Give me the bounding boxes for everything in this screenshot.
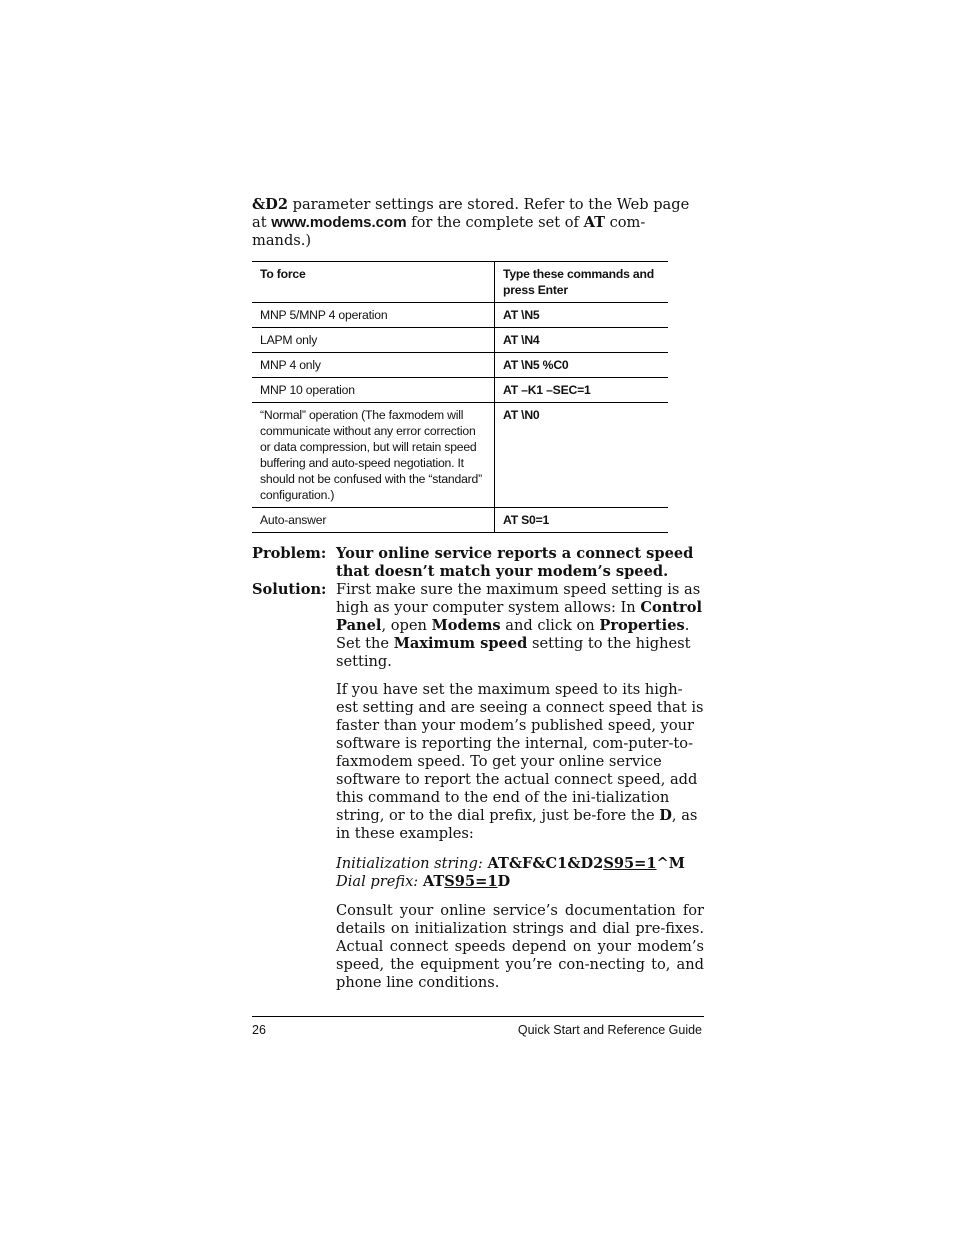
dial-prefix-label: Dial prefix: xyxy=(336,873,419,890)
table-row xyxy=(252,303,668,328)
properties-term: Properties xyxy=(599,617,685,634)
solution-text: and click on xyxy=(500,617,600,634)
table-row xyxy=(252,403,668,508)
row-command: AT \N0 xyxy=(495,403,669,508)
solution-paragraph-1 xyxy=(336,581,704,671)
row-command: AT –K1 –SEC=1 xyxy=(495,378,669,403)
init-string-prefix: AT&F&C1&D2 xyxy=(487,855,604,872)
command-table xyxy=(252,261,668,533)
header-commands: Type these commands and press Enter xyxy=(495,262,669,303)
row-mode: Auto-answer xyxy=(252,508,495,533)
dial-prefix-prefix: AT xyxy=(422,873,445,890)
intro-text-1: parameter settings are stored. Refer to the Web page at xyxy=(252,196,690,231)
intro-paragraph xyxy=(252,196,704,250)
table-row xyxy=(252,353,668,378)
solution-label: Solution: xyxy=(252,581,327,598)
row-command: AT \N5 xyxy=(495,303,669,328)
row-mode: “Normal” operation (The faxmodem will communicate without any error correction or data compression, but will retain speed buffering and auto-speed negotiation. It should not be confused with the “standard” configuration.) xyxy=(252,403,495,508)
table-header-row xyxy=(252,262,668,303)
solution-text: , as in these examples: xyxy=(336,807,698,842)
init-string-label: Initialization string: xyxy=(336,855,483,872)
init-string-register: S95=1 xyxy=(603,855,657,872)
row-mode: MNP 4 only xyxy=(252,353,495,378)
dial-prefix-example xyxy=(336,873,704,891)
row-mode: MNP 10 operation xyxy=(252,378,495,403)
footer-rule xyxy=(252,1016,704,1017)
solution-paragraph-2 xyxy=(336,681,704,843)
solution-paragraph-3: Consult your online service’s documentation for details on initialization strings and dial pre-fixes. Actual connect speeds depend on your modem’s speed, the equipment you’re con-necting to, and phone line conditions. xyxy=(336,902,704,991)
solution-text: If you have set the maximum speed to its high-est setting and are seeing a connect speed that is faster than your modem’s published speed, your software is reporting the internal, com-puter-to-faxmodem speed. To get your online service software to report the actual connect speed, add this command to the end of the ini-tialization string, or to the dial prefix, just be-fore the xyxy=(336,681,704,824)
dial-prefix-register: S95=1 xyxy=(444,873,498,890)
init-string-example xyxy=(336,855,704,873)
modems-term: Modems xyxy=(431,617,501,634)
row-mode: MNP 5/MNP 4 operation xyxy=(252,303,495,328)
table-row xyxy=(252,328,668,353)
guide-title: Quick Start and Reference Guide xyxy=(517,1023,702,1037)
problem-label: Problem: xyxy=(252,545,327,562)
dial-prefix-suffix: D xyxy=(497,873,511,890)
solution-text: setting to the highest setting. xyxy=(336,635,691,670)
row-command: AT \N5 %C0 xyxy=(495,353,669,378)
header-to-force: To force xyxy=(252,262,495,303)
row-command: AT S0=1 xyxy=(495,508,669,533)
intro-text-2: for the complete set of xyxy=(406,214,584,231)
intro-text-3: com-mands.) xyxy=(252,214,646,249)
example-strings xyxy=(336,855,704,891)
row-mode: LAPM only xyxy=(252,328,495,353)
solution-text: . Set the xyxy=(336,617,690,652)
dial-d-term: D xyxy=(659,807,672,824)
solution-text: , open xyxy=(381,617,432,634)
problem-text: Your online service reports a connect speed that doesn’t match your modem’s speed. xyxy=(336,545,694,580)
solution-text: First make sure the maximum speed setting is as high as your computer system allows: In xyxy=(336,581,701,616)
init-string-suffix: ^M xyxy=(656,855,685,872)
page-number: 26 xyxy=(252,1023,266,1037)
table-row xyxy=(252,508,668,533)
web-link[interactable]: www.modems.com xyxy=(271,214,407,231)
table-row xyxy=(252,378,668,403)
param-code: &D2 xyxy=(252,196,288,213)
row-command: AT \N4 xyxy=(495,328,669,353)
control-panel-term: Control Panel xyxy=(336,599,703,634)
at-keyword: AT xyxy=(583,214,605,231)
maximum-speed-term: Maximum speed xyxy=(393,635,528,652)
